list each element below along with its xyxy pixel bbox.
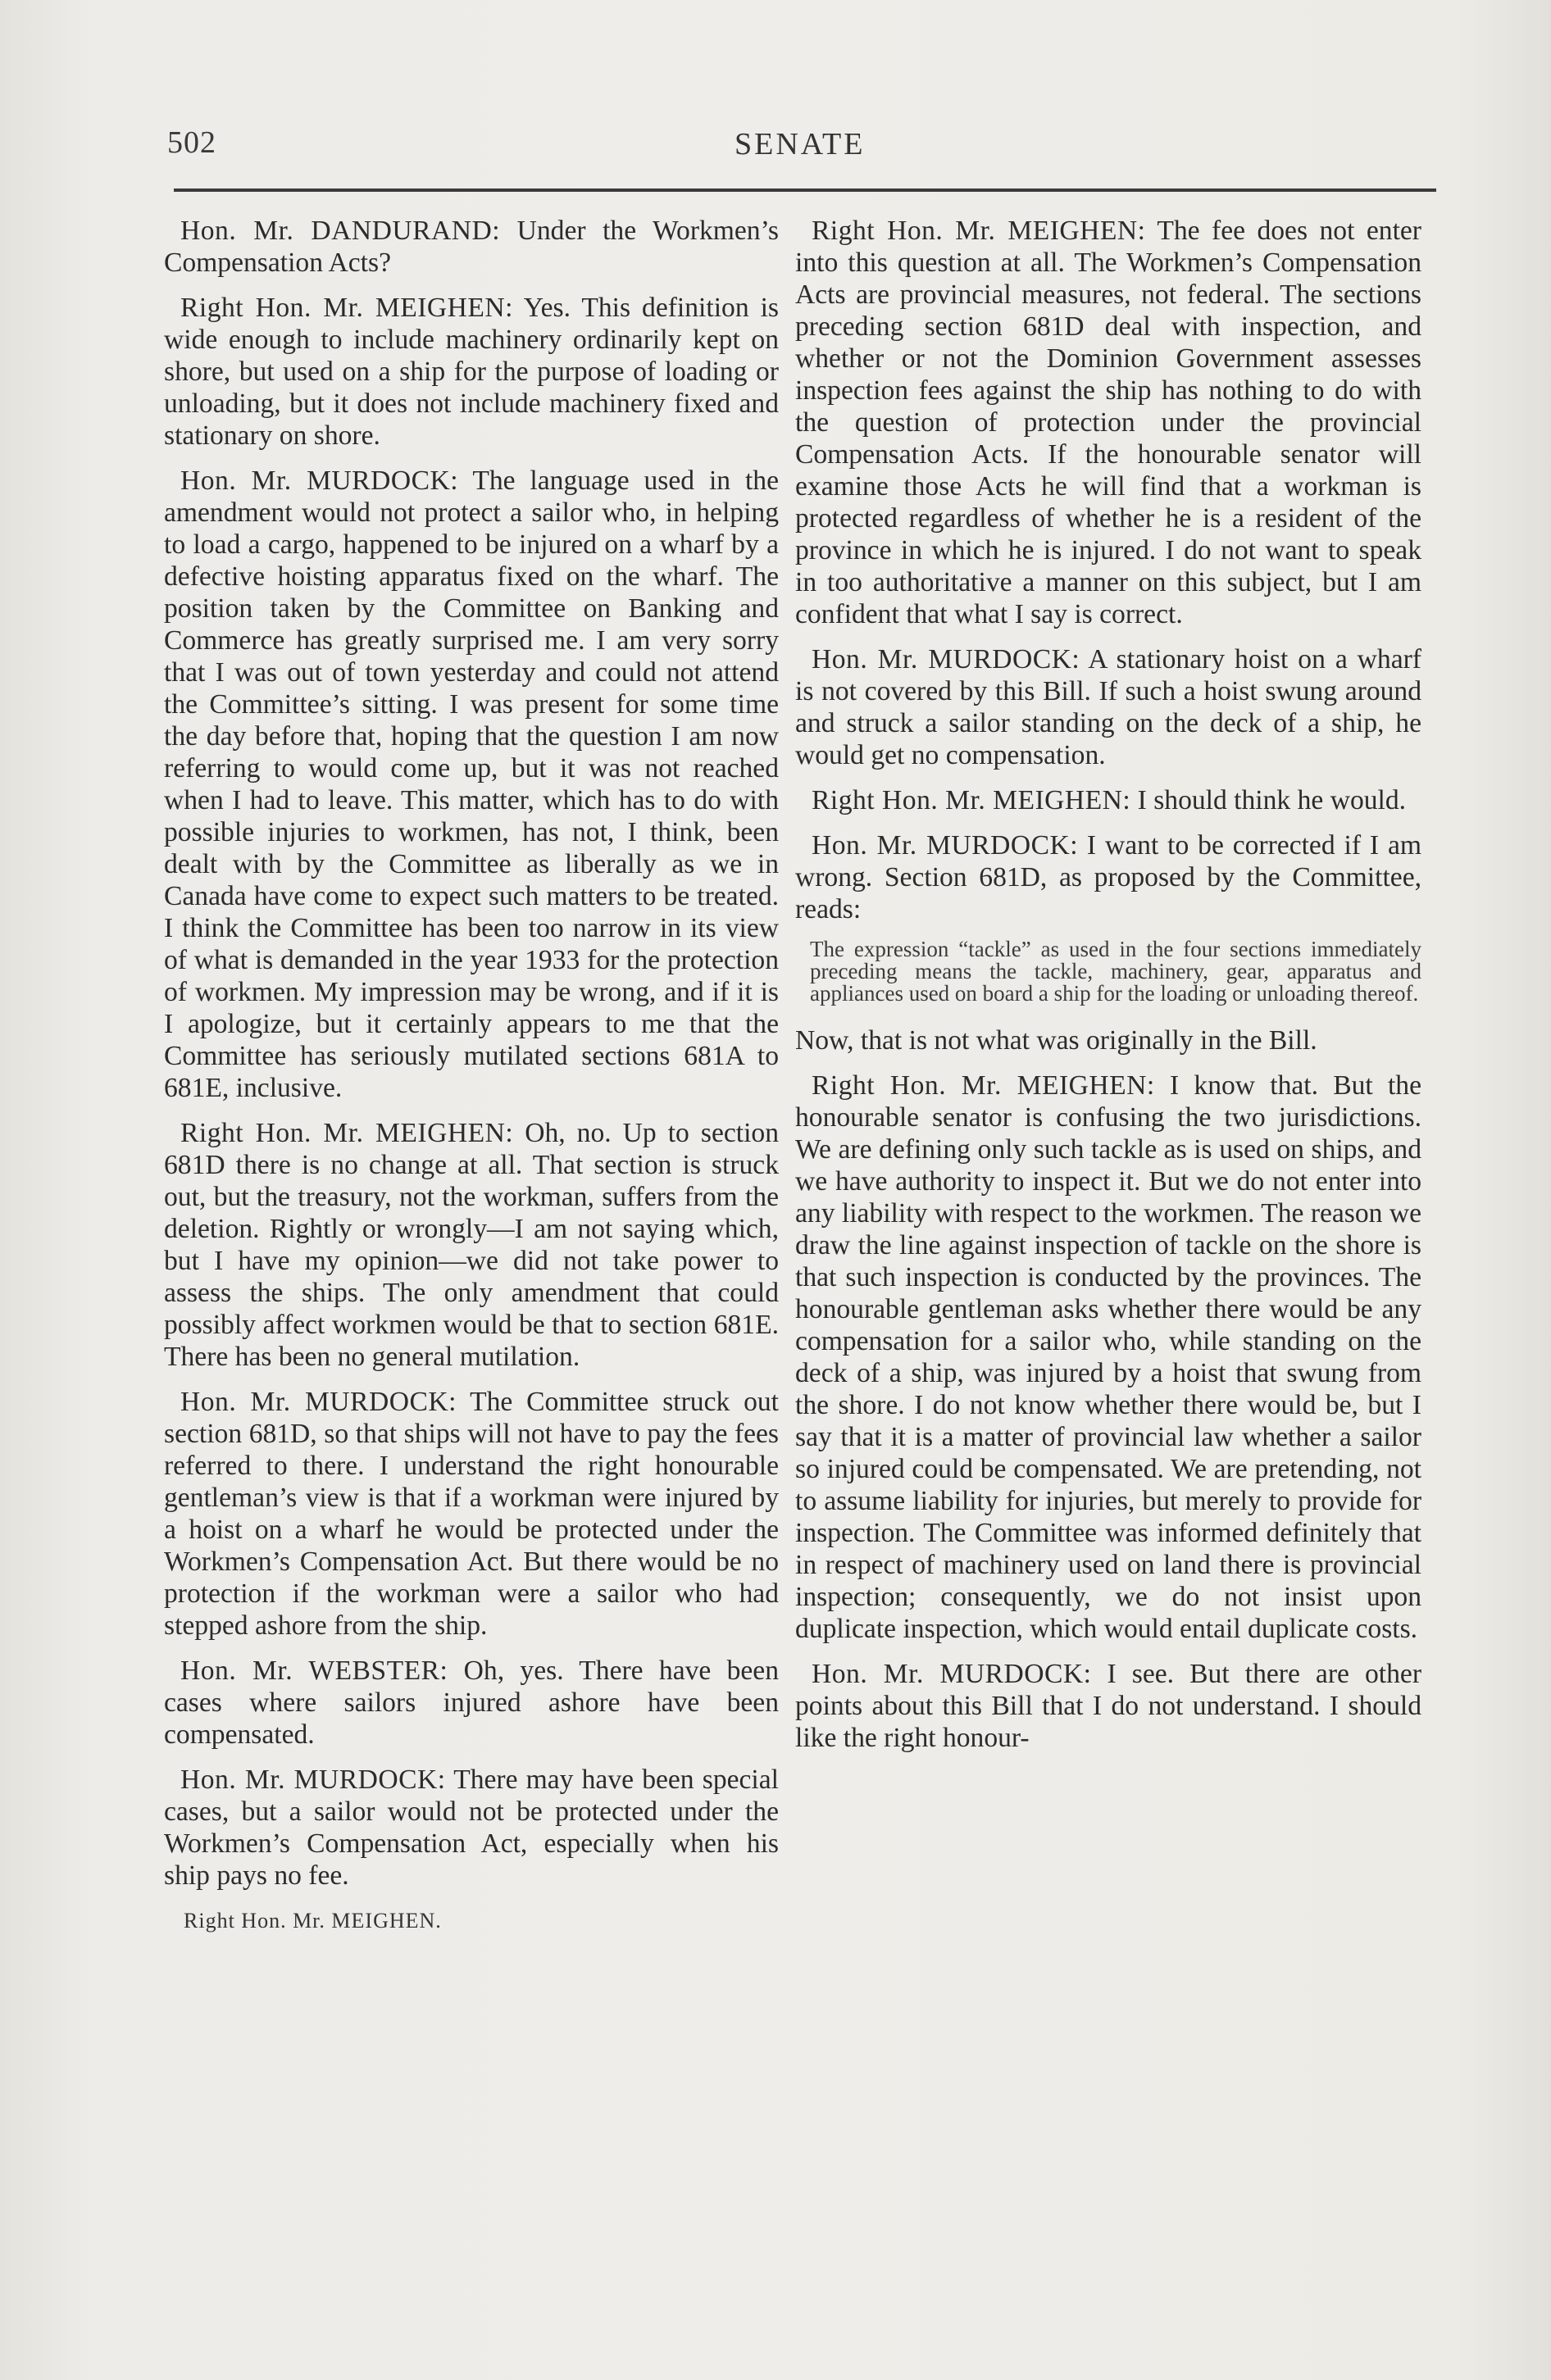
paragraph — [795, 829, 1421, 925]
speaker: Hon. Mr. WEBSTER: — [180, 1656, 448, 1686]
paragraph — [164, 215, 779, 279]
speaker: Right Hon. Mr. MEIGHEN: — [180, 293, 514, 323]
speech: Oh, yes. There have been cases where sailors injured ashore have been compensated. — [164, 1656, 779, 1750]
block-quote — [795, 938, 1421, 1005]
speech: I want to be corrected if I am wrong. Section 681D, as proposed by the Committee, reads: — [795, 830, 1421, 924]
page-title: SENATE — [735, 127, 866, 161]
header-rule — [174, 188, 1436, 192]
paragraph — [164, 1386, 779, 1642]
speech: The Committee struck out section 681D, so that ships will not have to pay the fees referred to there. I understand the right honourable gentleman’s view is that if a workman were injured by a hoist on a wharf he would be protected under the Workmen’s Compensation Act. But there would be no protection if the workman were a sailor who had stepped ashore from the ship. — [164, 1387, 779, 1641]
left-column — [164, 215, 779, 1937]
speech: Now, that is not what was originally in the Bill. — [795, 1025, 1317, 1056]
speaker: Hon. Mr. MURDOCK: — [812, 644, 1080, 674]
paragraph — [795, 784, 1421, 816]
speech: Yes. This definition is wide enough to include machinery ordinarily kept on shore, but used on a ship for the purpose of loading or unloading, but it does not include machinery fixed and stationary on shore. — [164, 293, 779, 451]
speech: I know that. But the honourable senator is confusing the two jurisdictions. We are defining only such tackle as is used on ships, and we have authority to inspect it. But we do not enter into any liability with respect to the workmen. The reason we draw the line against inspection of tackle on the shore is that such inspection is conducted by the provinces. The honourable gentleman asks whether there would be any compensation for a sailor who, while standing on the deck of a ship, was injured by a hoist that swung from the shore. I do not know whether there would be, but I say that it is a matter of provincial law whether a sailor so injured could be compensated. We are pretending, not to assume liability for injuries, but merely to provide for inspection. The Committee was informed definitely that in respect of machinery used on land there is provincial inspection; consequently, we do not insist upon duplicate inspection, which would entail duplicate costs. — [795, 1070, 1422, 1644]
speaker: Hon. Mr. MURDOCK: — [180, 1765, 446, 1795]
speech: I see. But there are other points about this Bill that I do not understand. I should like the right honour- — [795, 1659, 1421, 1753]
right-column — [795, 215, 1421, 1767]
speaker: Hon. Mr. DANDURAND: — [180, 216, 501, 246]
speaker: Right Hon. Mr. MEIGHEN: — [180, 1118, 514, 1148]
paragraph — [164, 1764, 779, 1892]
speech: The fee does not enter into this question at all. The Workmen’s Compensation Acts are provincial measures, not federal. The sections preceding section 681D deal with inspection, and whether or not the Dominion Government assesses inspection fees against the ship has nothing to do with the question of protection under the provincial Compensation Acts. If the honourable senator will examine those Acts he will find that a workman is protected regardless of whether he is a resident of the province in which he is injured. I do not want to speak in too authoritative a manner on this subject, but I am confident that what I say is correct. — [795, 216, 1421, 629]
speech: Oh, no. Up to section 681D there is no change at all. That section is struck out, but the treasury, not the workman, suffers from the deletion. Rightly or wrongly—I am not saying which, but I have my opinion—we did not take power to assess the ships. The only amendment that could possibly affect workmen would be that to section 681E. There has been no general mutilation. — [164, 1118, 779, 1372]
paragraph — [164, 465, 779, 1104]
speaker: Hon. Mr. MURDOCK: — [180, 1387, 457, 1417]
catchword: Right Hon. Mr. MEIGHEN. — [184, 1909, 442, 1933]
speech: There may have been special cases, but a sailor would not be protected under the Workmen’s Compensation Act, especially when his ship pays no fee. — [164, 1765, 779, 1891]
speaker: Hon. Mr. MURDOCK: — [180, 466, 459, 496]
speech: Under the Workmen’s Compensation Acts? — [164, 216, 779, 278]
quote-text: The expression “tackle” as used in the four sections immediately preceding means the tackle, machinery, gear, apparatus and appliances used on board a ship for the loading or unloading thereof. — [810, 937, 1421, 1006]
speaker: Right Hon. Mr. MEIGHEN: — [812, 216, 1146, 246]
speaker: Right Hon. Mr. MEIGHEN: — [812, 1070, 1155, 1101]
speaker: Hon. Mr. MURDOCK: — [812, 830, 1079, 861]
paragraph — [795, 643, 1421, 771]
paragraph — [164, 292, 779, 452]
speech: A stationary hoist on a wharf is not covered by this Bill. If such a hoist swung around and struck a sailor standing on the deck of a ship, he would get no compensation. — [795, 644, 1421, 770]
paragraph — [795, 1070, 1421, 1645]
speech: I should think he would. — [1130, 785, 1407, 815]
paragraph — [795, 1024, 1421, 1056]
speaker: Right Hon. Mr. MEIGHEN: — [812, 785, 1131, 815]
paragraph — [164, 1117, 779, 1373]
speech: The language used in the amendment would not protect a sailor who, in helping to load a cargo, happened to be injured on a wharf by a defective hoisting apparatus fixed on the wharf. The position taken by the Committee on Banking and Commerce has greatly surprised me. I am very sorry that I was out of town yesterday and could not attend the Committee’s sitting. I was present for some time the day before that, hoping that the question I am now referring to would come up, but it was not reached when I had to leave. This matter, which has to do with possible injuries to workmen, has not, I think, been dealt with by the Committee as liberally as we in Canada have come to expect such matters to be treated. I think the Committee has been too narrow in its view of what is demanded in the year 1933 for the protection of workmen. My impression may be wrong, and if it is I apologize, but it certainly appears to me that the Committee has seriously mutilated sections 681A to 681E, inclusive. — [164, 466, 779, 1103]
paragraph — [795, 215, 1421, 630]
paragraph — [164, 1655, 779, 1751]
paragraph — [795, 1658, 1421, 1754]
speaker: Hon. Mr. MURDOCK: — [812, 1659, 1092, 1689]
page-number: 502 — [167, 125, 216, 160]
